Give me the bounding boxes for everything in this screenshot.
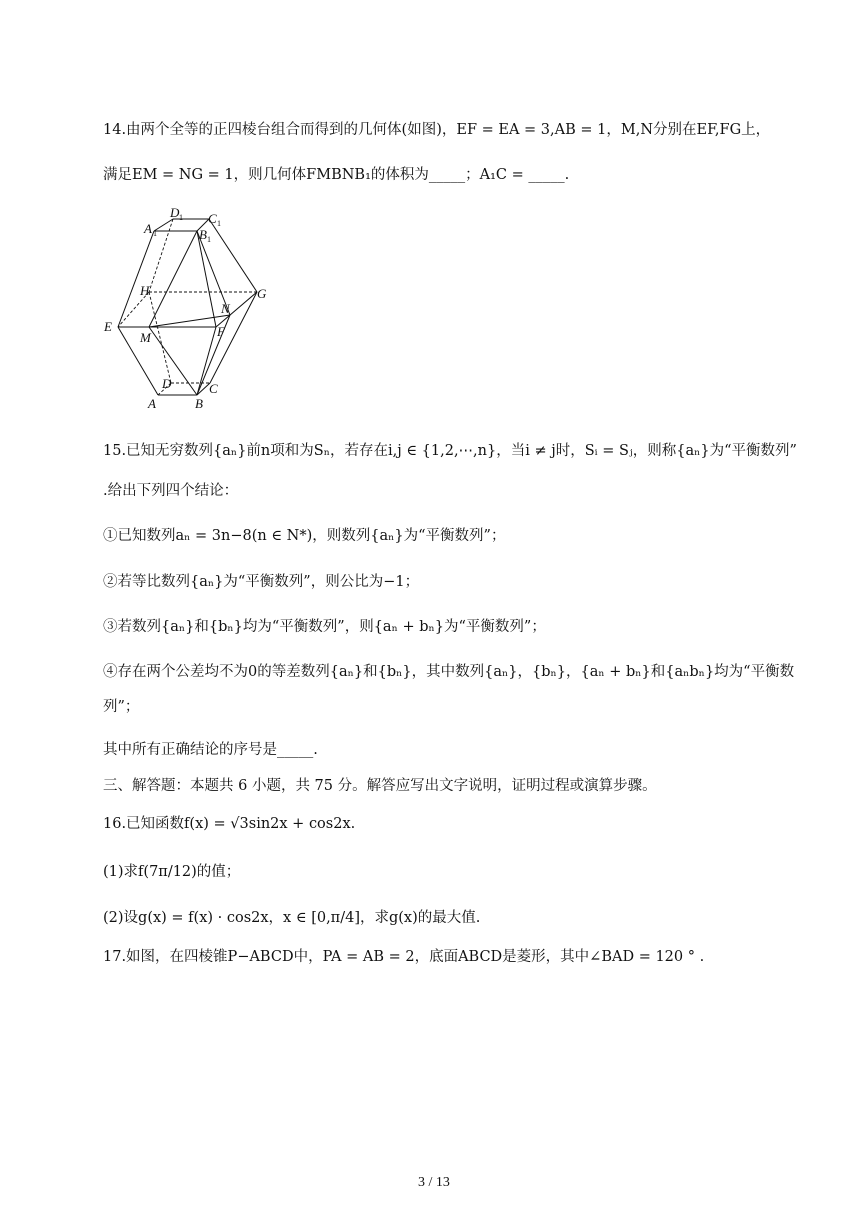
q15-conclusion-1: ①已知数列aₙ = 3n−8(n ∈ N*)，则数列{aₙ}为“平衡数列”；	[103, 528, 506, 544]
q16-part1: (1)求f(7π/12)的值；	[103, 864, 241, 880]
q15-conclusion-3: ③若数列{aₙ}和{bₙ}均为“平衡数列”，则{aₙ + bₙ}为“平衡数列”；	[103, 619, 546, 635]
label-G: G	[257, 286, 267, 301]
section-heading: 三、解答题：本题共 6 小题，共 75 分。解答应写出文字说明，证明过程或演算步骤。	[103, 778, 657, 794]
q14-line1: 14.由两个全等的正四棱台组合而得到的几何体(如图)，EF = EA = 3,AB = 1，M,N分别在EF,FG上，	[103, 122, 771, 138]
label-A: A	[148, 396, 156, 411]
geometry-figure	[100, 203, 280, 415]
label-D1-sub: 1	[179, 213, 183, 222]
label-D: D	[162, 376, 172, 391]
q17-stem: 17.如图，在四棱锥P−ABCD中，PA = AB = 2，底面ABCD是菱形，其中∠BAD = 120 ° .	[103, 949, 705, 965]
label-A1: A	[144, 221, 152, 236]
label-B: B	[195, 396, 203, 411]
q16-part2: (2)设g(x) = f(x) · cos2x，x ∈ [0,π/4]，求g(x)的最大值.	[103, 910, 481, 926]
label-F: F	[217, 324, 225, 339]
q15-conclusion-4a: ④存在两个公差均不为0的等差数列{aₙ}和{bₙ}，其中数列{aₙ}，{bₙ}，{aₙ + bₙ}和{aₙbₙ}均为“平衡数	[103, 664, 795, 680]
label-B1: B	[199, 227, 207, 242]
q15-conclusion-4b: 列”；	[103, 699, 140, 715]
label-E: E	[104, 319, 112, 334]
label-C: C	[209, 381, 218, 396]
q15-line2: .给出下列四个结论：	[103, 483, 239, 499]
q16-stem: 16.已知函数f(x) = √3sin2x + cos2x.	[103, 816, 356, 832]
label-C1-sub: 1	[217, 219, 221, 228]
label-A1-sub: 1	[153, 229, 157, 238]
label-C1: C	[208, 211, 217, 226]
q14-line2: 满足EM = NG = 1，则几何体FMBNB₁的体积为_____；A₁C = _____.	[103, 167, 570, 183]
q15-ask: 其中所有正确结论的序号是_____.	[103, 742, 318, 758]
label-B1-sub: 1	[207, 235, 211, 244]
label-H: H	[140, 283, 150, 298]
q15-conclusion-2: ②若等比数列{aₙ}为“平衡数列”，则公比为−1；	[103, 574, 420, 590]
q15-line1: 15.已知无穷数列{aₙ}前n项和为Sₙ，若存在i,j ∈ {1,2,⋯,n}，当i ≠ j时，Sᵢ = Sⱼ，则称{aₙ}为“平衡数列”	[103, 443, 797, 459]
label-M: M	[140, 330, 151, 345]
label-N: N	[221, 301, 230, 316]
page-number: 3 / 13	[418, 1175, 450, 1190]
label-D1: D	[170, 205, 180, 220]
